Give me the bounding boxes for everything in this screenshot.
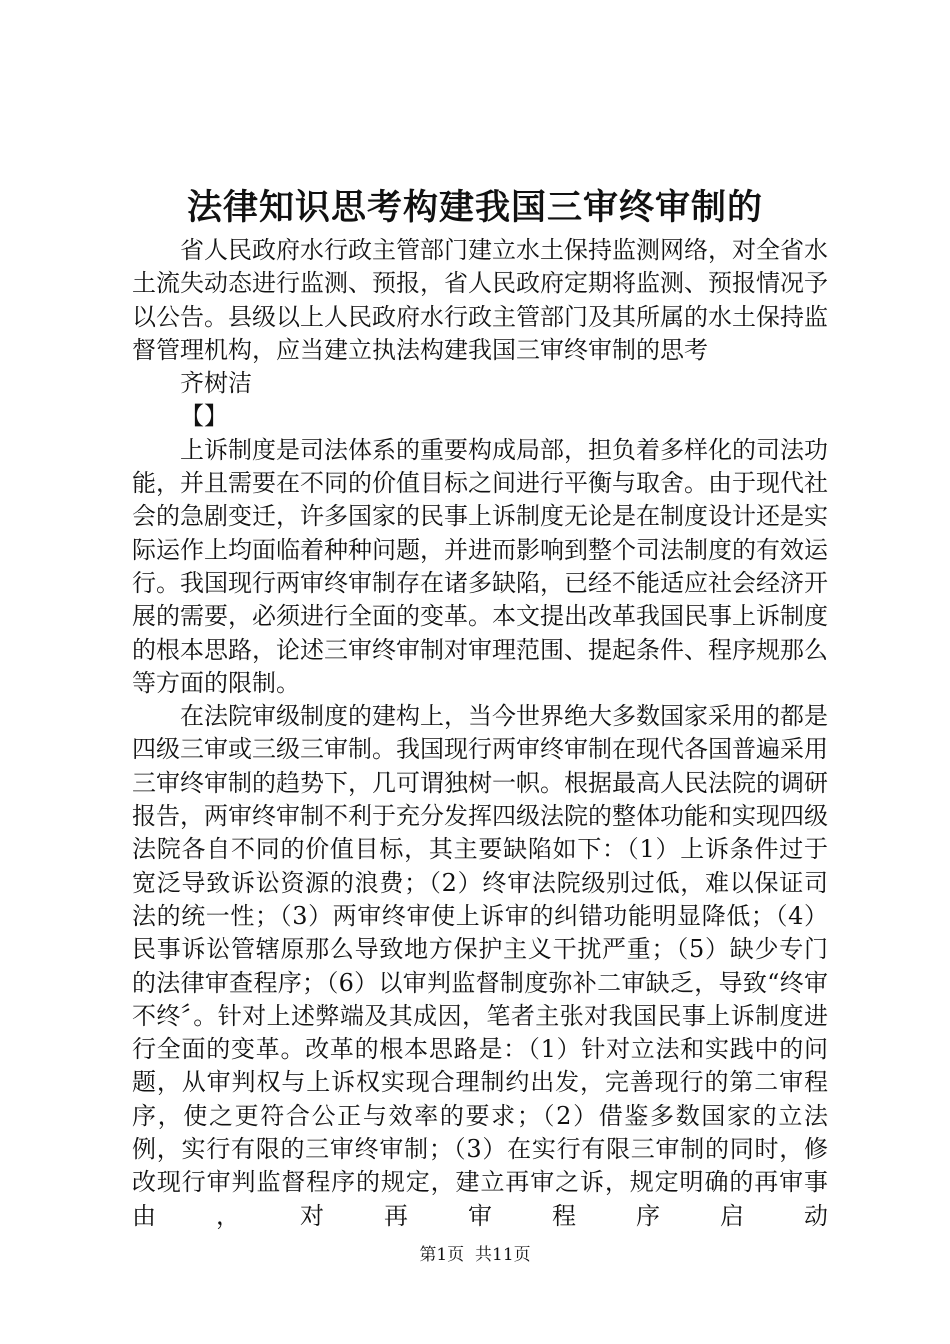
- page-footer: [0, 1243, 950, 1267]
- document-title: 法律知识思考构建我国三审终审制的: [186, 187, 763, 228]
- paragraph-abstract: 上诉制度是司法体系的重要构成局部，担负着多样化的司法功能，并且需要在不同的价值目标之间进行平衡与取舍。由于现代社会的急剧变迁，许多国家的民事上诉制度无论是在制度设计还是实际运作上均面临着种种问题，并进而影响到整个司法制度的有效运行。我国现行两审终审制存在诸多缺陷，已经不能适应社会经济开展的需要，必须进行全面的变革。本文提出改革我国民事上诉制度的根本思路，论述三审终审制对审理范围、提起条件、程序规那么等方面的限制。: [132, 435, 828, 697]
- page-number: 第1页: [419, 1245, 465, 1265]
- paragraph-main: 在法院审级制度的建构上，当今世界绝大多数国家采用的都是四级三审或三级三审制。我国现行两审终审制在现代各国普遍采用三审终审制的趋势下，几可谓独树一帜。根据最高人民法院的调研报告，两审终审制不利于充分发挥四级法院的整体功能和实现四级法院各自不同的价值目标，其主要缺陷如下：（1）上诉条件过于宽泛导致诉讼资源的浪费；（2）终审法院级别过低，难以保证司法的统一性；（3）两审终审使上诉审的纠错功能明显降低；（4）民事诉讼管辖原那么导致地方保护主义干扰严重；（5）缺少专门的法律审查程序；（6）以审判监督制度弥补二审缺乏，导致“终审不终〞。针对上述弊端及其成因，笔者主张对我国民事上诉制度进行全面的变革。改革的根本思路是：（1）针对立法和实践中的问题，从审判权与上诉权实现合理制约出发，完善现行的第二审程序，使之更符合公正与效率的要求；（2）借鉴多数国家的立法例，实行有限的三审终审制；（3）在实行有限三审制的同时，修改现行审判监督程序的规定，建立再审之诉，规定明确的再审事由，对再审程序启动: [132, 702, 828, 1230]
- document-body: [132, 234, 828, 1233]
- page-total: 共11页: [475, 1245, 531, 1265]
- paragraph-intro: 省人民政府水行政主管部门建立水土保持监测网络，对全省水土流失动态进行监测、预报，省人民政府定期将监测、预报情况予以公告。县级以上人民政府水行政主管部门及其所属的水土保持监督管理机构，应当建立执法构建我国三审终审制的思考: [132, 236, 828, 364]
- author-name: 齐树洁: [180, 369, 252, 398]
- bracket-marker: 【】: [180, 402, 228, 431]
